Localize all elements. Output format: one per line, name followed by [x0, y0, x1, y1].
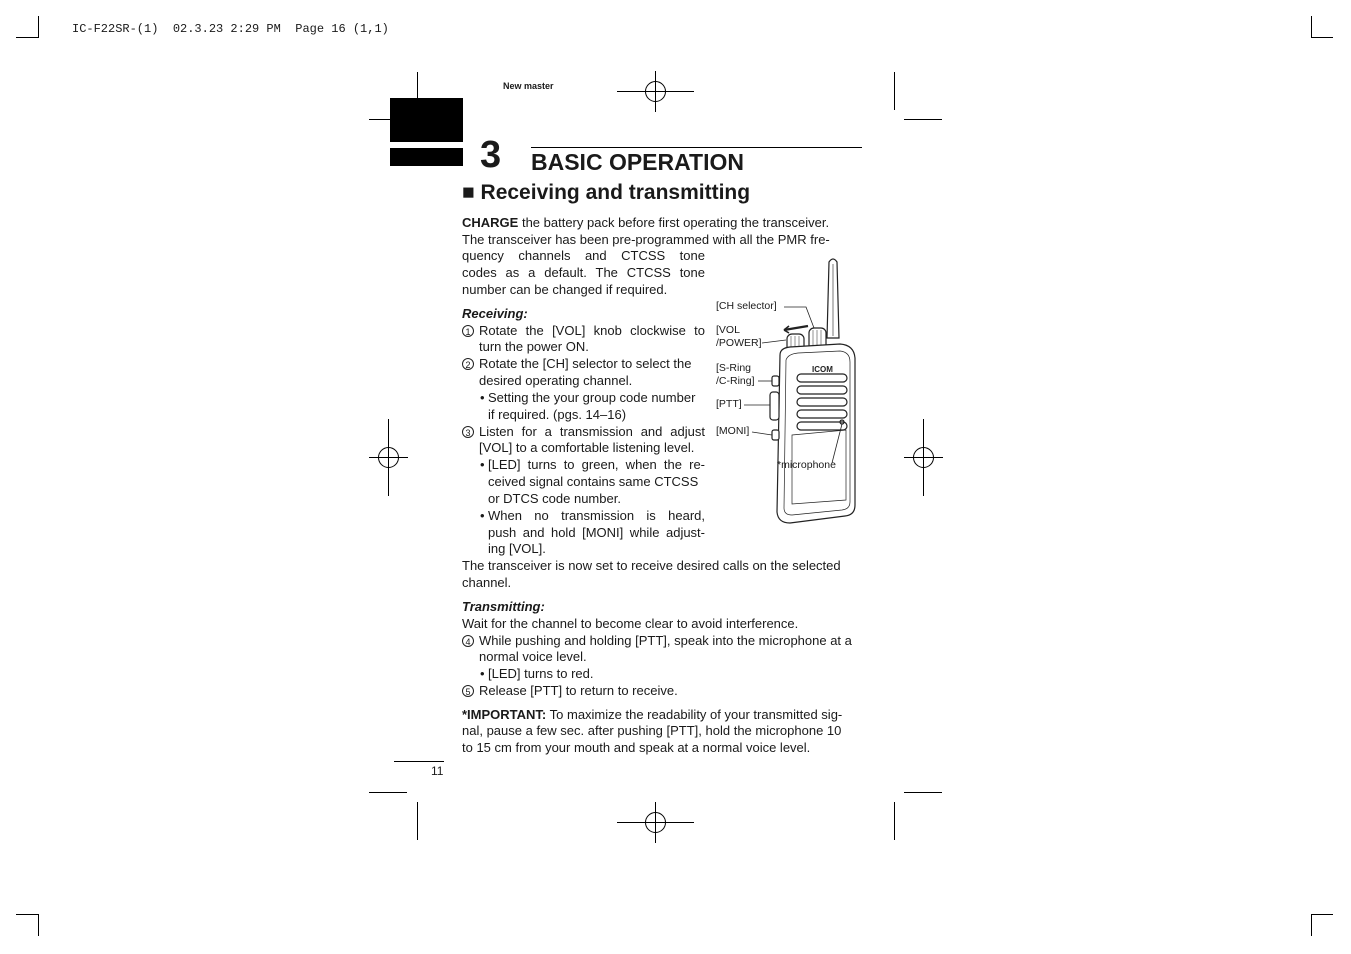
- label-sring-b: /C-Ring]: [716, 375, 755, 387]
- step-2-number: 2: [462, 355, 474, 372]
- step-2-text-a: Rotate the [CH] selector to select the: [479, 356, 692, 371]
- step-4-bullet-text: [LED] turns to red.: [488, 666, 594, 681]
- step-3-bullet-2-a: When no transmission is heard,: [488, 508, 705, 523]
- intro-line-5: number can be changed if required.: [462, 282, 668, 297]
- step-1-text-b: turn the power ON.: [479, 339, 589, 354]
- step-4-text-b: normal voice level.: [479, 649, 587, 664]
- step-3-bullet-1-c: or DTCS code number.: [488, 491, 621, 506]
- print-slug: IC-F22SR-(1) 02.3.23 2:29 PM Page 16 (1,1): [72, 22, 389, 36]
- chapter-number: 3: [480, 134, 502, 176]
- step-3-bullet-2-c: ing [VOL].: [488, 541, 546, 556]
- step-2-bullet-a: Setting the your group code number: [488, 390, 696, 405]
- master-label: New master: [503, 81, 554, 91]
- transceiver-illustration: [700, 250, 870, 535]
- section-title-text: Receiving and transmitting: [480, 181, 751, 204]
- step-1-text-a: Rotate the [VOL] knob clockwise to: [479, 323, 705, 338]
- important-line-a: *IMPORTANT: To maximize the readability of your transmitted sig-: [462, 707, 843, 722]
- step-2-bullet: •: [480, 390, 485, 405]
- section-title: [462, 180, 750, 206]
- important-line-b: nal, pause a few sec. after pushing [PTT], hold the microphone 10: [462, 723, 842, 738]
- label-sring-a: [S-Ring: [716, 362, 752, 374]
- chapter-title: BASIC OPERATION: [531, 149, 744, 175]
- transmitting-heading: Transmitting:: [462, 599, 545, 614]
- step-3-bullet-2: •: [480, 508, 485, 523]
- chapter-tab-block: [390, 98, 463, 142]
- step-4-bullet: •: [480, 666, 485, 681]
- label-vol-a: [VOL: [716, 324, 740, 336]
- step-5-text: Release [PTT] to return to receive.: [479, 683, 678, 698]
- receiving-heading: Receiving:: [462, 306, 528, 321]
- step-1-number: 1: [462, 322, 474, 339]
- important-line-c: to 15 cm from your mouth and speak at a normal voice level.: [462, 740, 811, 755]
- step-4-text-a: While pushing and holding [PTT], speak into the microphone at a: [479, 633, 852, 648]
- step-4-number: 4: [462, 632, 474, 649]
- step-5-number: 5: [462, 682, 474, 699]
- receiving-summary-a: The transceiver is now set to receive desired calls on the selected: [462, 558, 841, 573]
- step-3-text-a: Listen for a transmission and adjust: [479, 424, 705, 439]
- step-3-number: 3: [462, 423, 474, 440]
- intro-line-2: The transceiver has been pre-programmed with all the PMR fre-: [462, 232, 830, 247]
- step-3-text-b: [VOL] to a comfortable listening level.: [479, 440, 695, 455]
- label-vol-b: /POWER]: [716, 337, 762, 349]
- intro-line-4: codes as a default. The CTCSS tone: [462, 265, 705, 280]
- label-moni: [MONI]: [716, 425, 750, 437]
- transmitting-wait: Wait for the channel to become clear to avoid interference.: [462, 616, 799, 631]
- intro-line-3: quency channels and CTCSS tone: [462, 248, 705, 263]
- label-ptt: [PTT]: [716, 398, 742, 410]
- icom-brand-label: ICOM: [812, 365, 833, 374]
- step-2-bullet-b: if required. (pgs. 14–16): [488, 407, 627, 422]
- step-3-bullet-1-a: [LED] turns to green, when the re-: [488, 457, 705, 472]
- chapter-tab-bar: [390, 148, 463, 166]
- intro-charge: CHARGE the battery pack before first operating the transceiver.: [462, 215, 830, 230]
- step-3-bullet-1: •: [480, 457, 485, 472]
- step-3-bullet-1-b: ceived signal contains same CTCSS: [488, 474, 699, 489]
- section-marker: ■: [462, 181, 475, 204]
- footer-rule: [394, 761, 444, 762]
- label-ch-selector: [CH selector]: [716, 300, 777, 312]
- page-number: 11: [431, 764, 444, 778]
- label-microphone: *microphone: [777, 459, 836, 471]
- receiving-summary-b: channel.: [462, 575, 512, 590]
- step-3-bullet-2-b: push and hold [MONI] while adjust-: [488, 525, 705, 540]
- step-2-text-b: desired operating channel.: [479, 373, 633, 388]
